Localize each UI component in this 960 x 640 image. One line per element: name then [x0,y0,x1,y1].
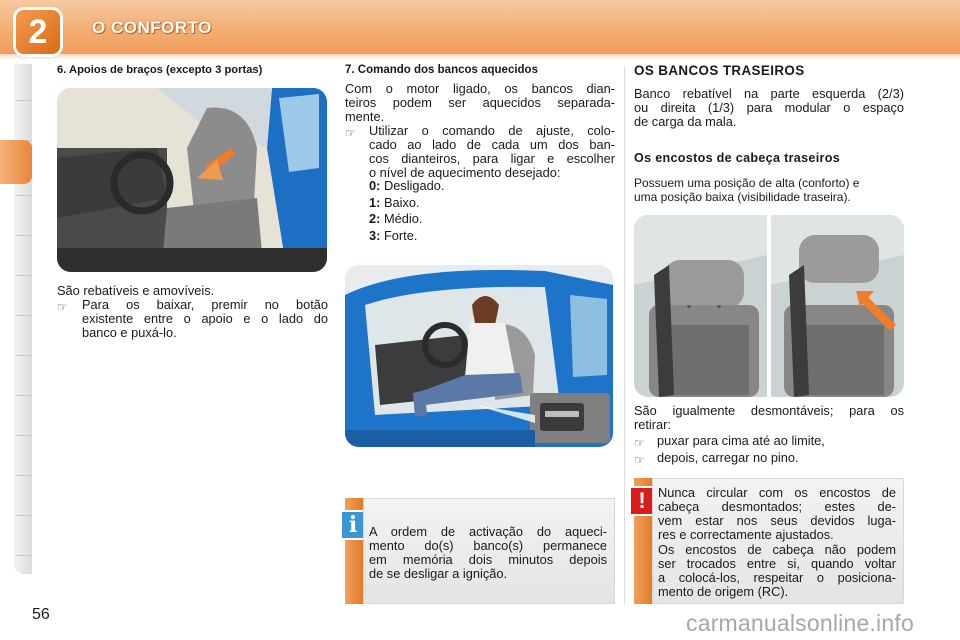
headrest-photos [634,215,904,397]
page-title: O CONFORTO [92,18,212,37]
watermark: carmanualsonline.info [686,610,914,636]
headrest-text: Possuem uma posição de alta (conforto) e uma posição baixa (visibilidade traseira). [634,176,860,204]
page-number: 56 [32,606,50,623]
info-text: A ordem de activação do aqueci- mento do(s) banco(s) permanece em memória dois minutos depois de se desligar a ignição. [369,524,607,581]
heated-seats-intro: Com o motor ligado, os bancos dian- teiros podem ser aquecidos separada- mente. [345,81,615,124]
warning-text-1: Nunca circular com os encostos de cabeça desmontados; estes de- vem estar nos seus devidos luga- res e correctamente ajustados. [658,485,896,542]
heated-seats-bullet: Utilizar o comando de ajuste, colo- cado ao lado de cada um dos ban- cos dianteiros, para ligar e escolher o nível de aquecimento desejado: [369,123,615,180]
removal-text: São igualmente desmontáveis; para os retirar: [634,403,904,432]
chapter-badge: 2 [16,10,60,54]
heated-seats-heading: 7. Comando dos bancos aquecidos [345,64,538,76]
heating-level-3: 3: Forte. [369,227,418,243]
chapter-tab-active[interactable] [0,140,32,184]
warning-text-2: Os encostos de cabeça não podem ser trocados entre si, quando voltar a colocá-los, respeitar o posiciona- mento de origem (RC). [658,542,896,599]
pointing-hand-icon: ☞ [345,126,356,140]
removal-step-1: puxar para cima até ao limite, [657,433,825,448]
rear-seats-text: Banco rebatível na parte esquerda (2/3) ou direita (1/3) para modular o espaço de carga da mala. [634,86,904,129]
removal-step-2: depois, carregar no pino. [657,450,799,465]
info-icon: i [340,510,366,540]
heating-level-0: 0: Desligado. [369,178,445,193]
rear-seats-heading: OS BANCOS TRASEIROS [634,63,805,78]
armrest-photo [57,88,327,272]
heated-seat-photo [345,265,613,447]
armrest-bullet: Para os baixar, premir no botão existente entre o apoio e o lado do banco e puxá-lo. [82,297,328,340]
heating-level-1: 1: Baixo. [369,194,420,210]
pointing-hand-icon: ☞ [634,453,645,467]
headrest-heading: Os encostos de cabeça traseiros [634,151,840,165]
warning-icon: ! [629,486,655,516]
armrest-heading: 6. Apoios de braços (excepto 3 portas) [57,64,263,76]
pointing-hand-icon: ☞ [57,300,68,314]
armrest-text: São rebatíveis e amovíveis. [57,283,215,298]
heating-levels [369,178,444,244]
heating-level-2: 2: Médio. [369,211,423,226]
pointing-hand-icon: ☞ [634,436,645,450]
